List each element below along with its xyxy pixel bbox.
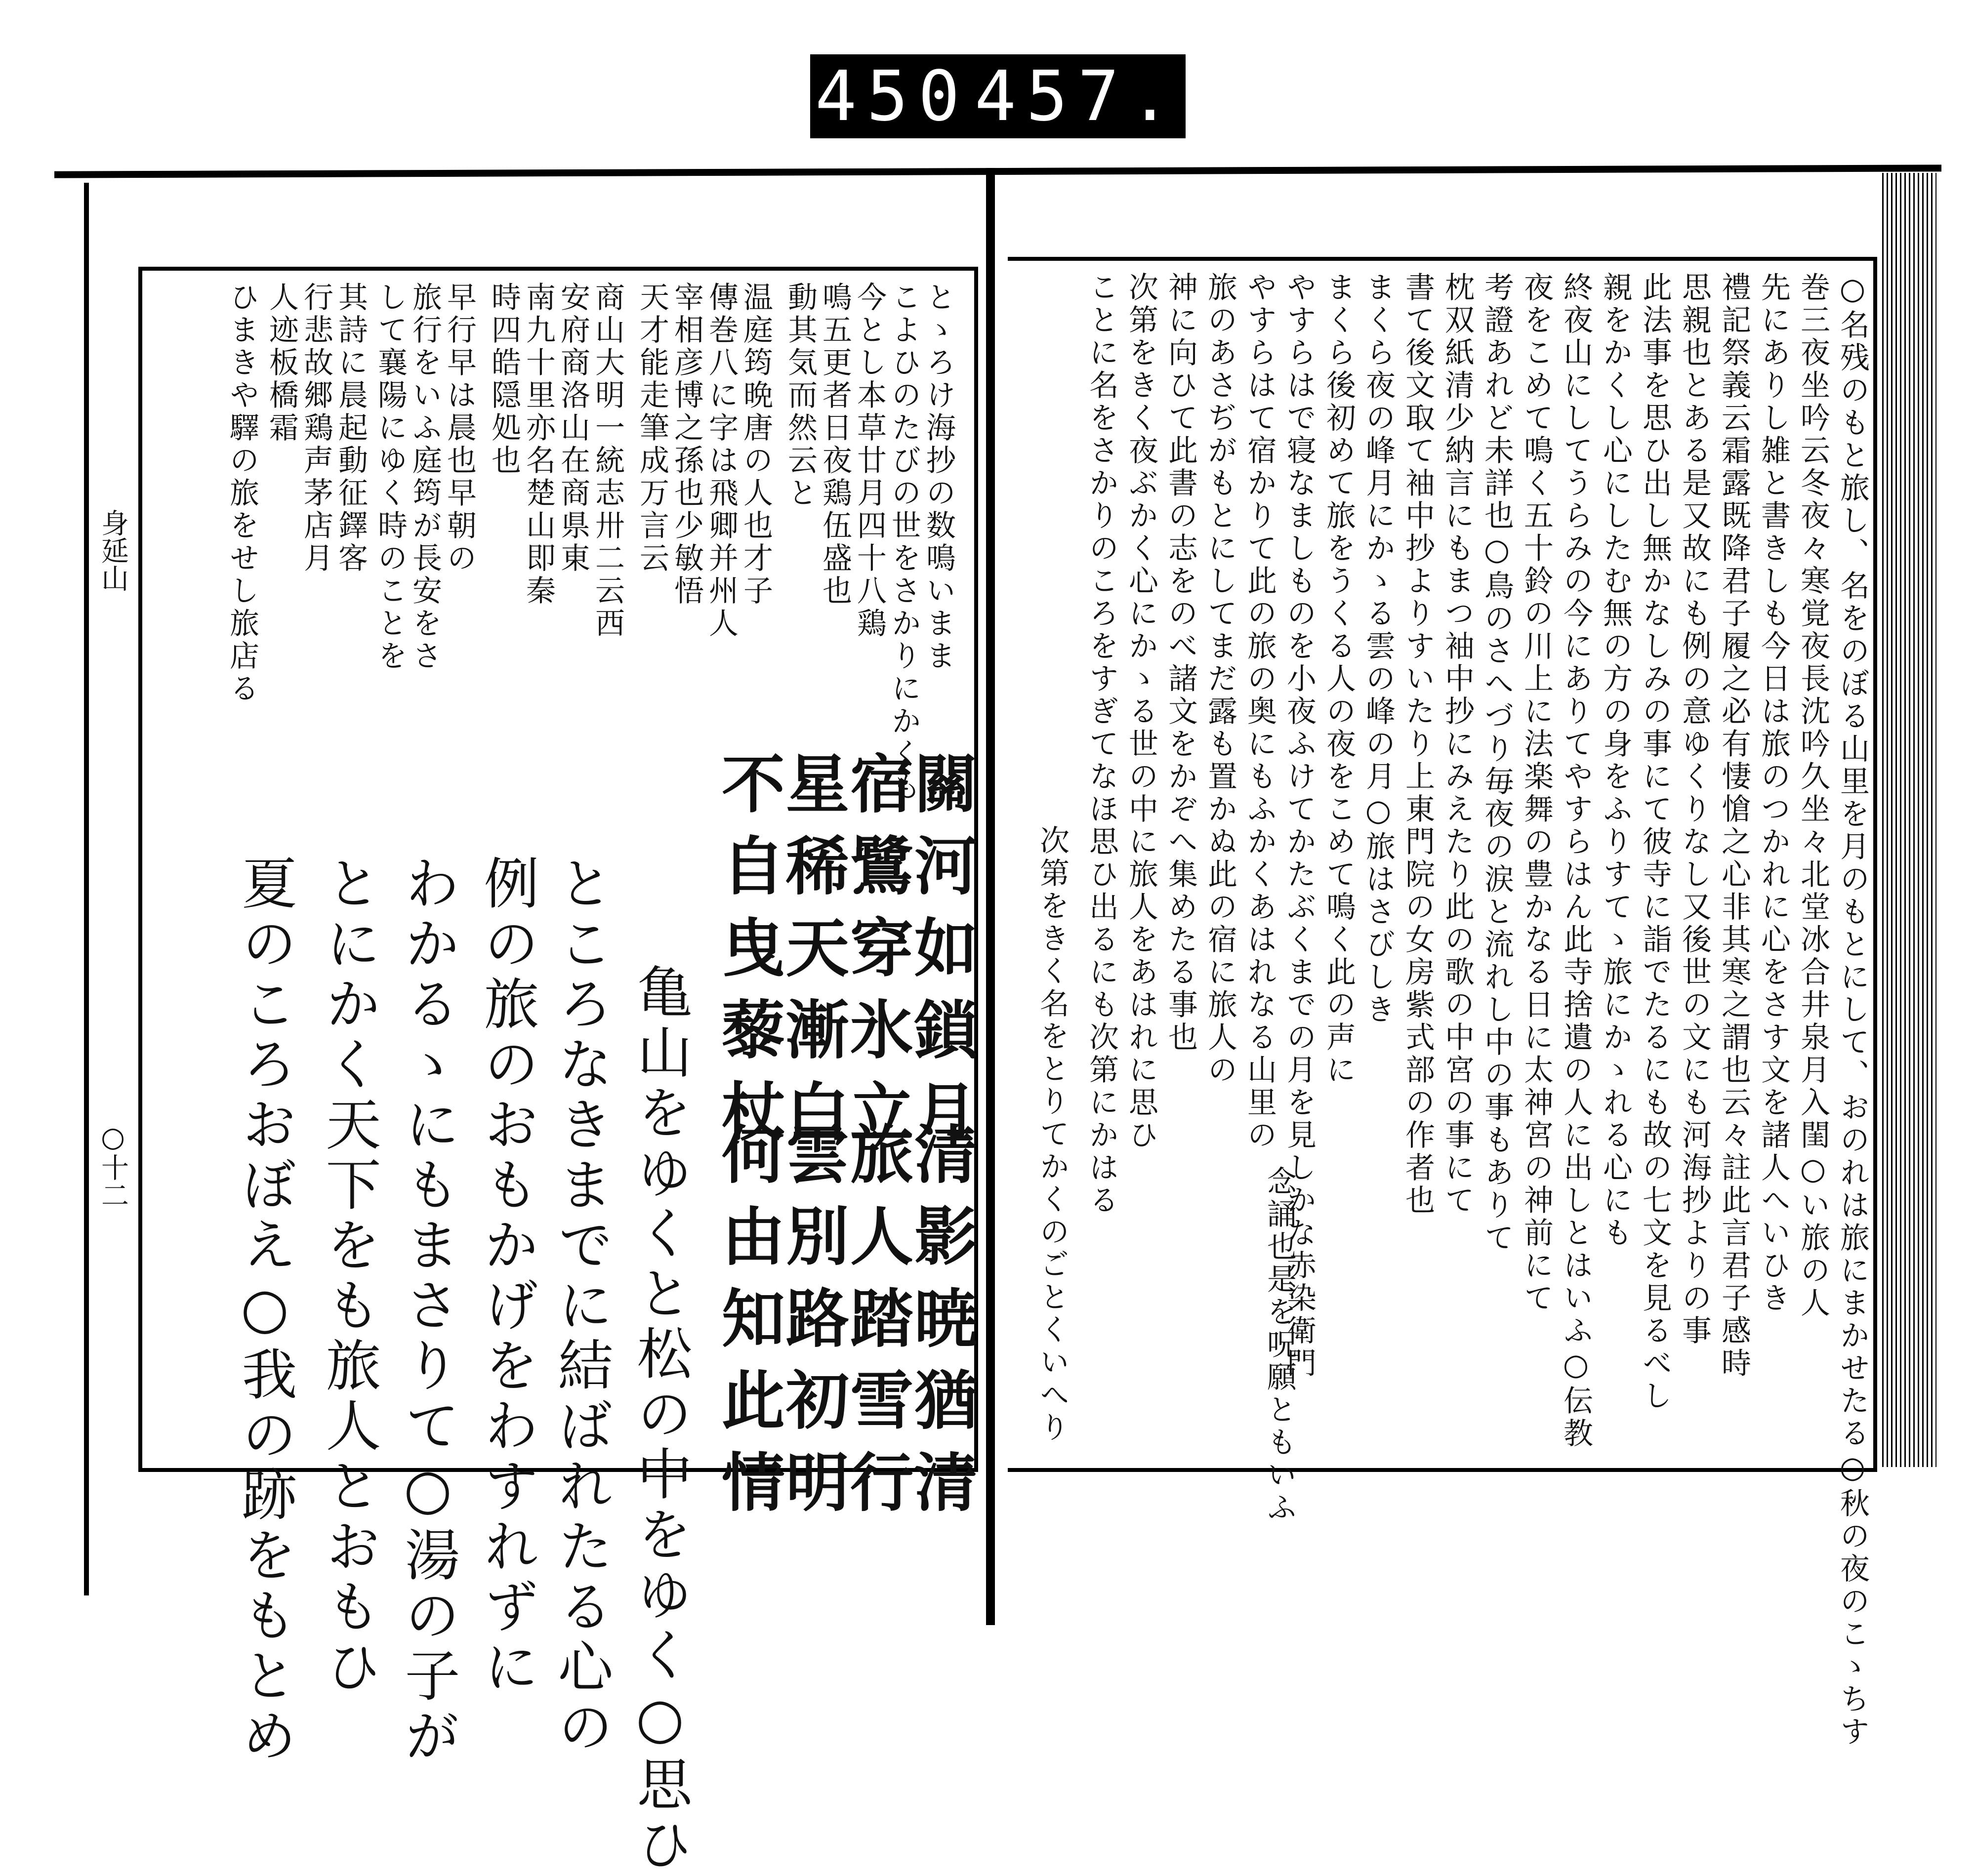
right-text-col: 親をかくし心にしたむ無の方の身をふりすてゝ旅にかゝれる心にも — [1598, 272, 1633, 1250]
poem-line: 宿鷺穿氷立 — [839, 751, 913, 1161]
page-edges — [1882, 173, 1936, 1467]
right-text-col: 先にありし雑と書きしも今日は旅のつかれに心をさす文を諸人へいひき — [1756, 272, 1791, 1315]
cursive-col: とにかく天下をも旅人とおもひ — [317, 855, 381, 1698]
right-text-col: ○名残のもと旅し、名をのぼる山里を月のもとにして、おのれは旅にまかせたる○秋の夜のこゝちす — [1835, 272, 1870, 1749]
left-commentary-col: ひまきや驛の旅をせし旅店る — [225, 282, 259, 705]
book-spread — [54, 168, 1941, 1876]
left-commentary-col: 早行早は晨也早朝の — [442, 282, 477, 575]
cursive-col: 例の旅のおもかげをわすれずに — [475, 855, 539, 1698]
right-text-col: 此法事を思ひ出し無かなしみの事にて彼寺に詣でたるにも故の七文を見るべし — [1638, 272, 1672, 1413]
left-commentary-col: 鳴五更者日夜鶏伍盛也 — [818, 282, 852, 608]
poem-line: 清影暁猶清 — [904, 1121, 978, 1531]
right-page — [1008, 173, 1887, 1749]
right-text-col: 神に向ひて此書の志をのべ諸文をかぞへ集めたる事也 — [1163, 272, 1198, 1054]
cursive-col: ところなきまでに結ばれたる心の — [549, 855, 613, 1758]
poem-line: 不自曳藜杖 — [711, 751, 785, 1161]
right-text-col: まくら夜の峰月にかゝる雲の峰の月○旅はさびしき — [1361, 272, 1396, 1026]
left-commentary-col: とゝろけ海抄の数鳴いまま — [921, 282, 956, 673]
left-commentary-col: 商山大明一統志卅二云西 — [590, 282, 625, 640]
left-commentary-col: 人迹板橋霜 — [264, 282, 299, 445]
poem-line: 星稀天漸白 — [775, 751, 849, 1161]
right-text-col: 書て後文取て袖中抄よりすいたり上東門院の女房紫式部の作者也 — [1400, 272, 1435, 1217]
right-text-col: 夜をこめて鳴く五十鈴の川上に法楽舞の豊かなる日に太神宮の神前にて — [1519, 272, 1554, 1315]
margin-mark: 身延山 — [97, 509, 129, 592]
left-commentary-col: 傳巻八に字は飛卿并州人 — [704, 282, 739, 640]
left-commentary-col: 南九十里亦名楚山即秦 — [521, 282, 556, 608]
binding-gutter — [986, 168, 995, 1625]
left-commentary-col: 動其気而然云と — [783, 282, 818, 510]
right-text-col: ことに名をさかりのころをすぎてなほ思ひ出るにも次第にかはる — [1084, 272, 1119, 1217]
left-commentary-col: 今とし本草廿月四十八鶏 — [852, 282, 887, 640]
right-annotation: 念誦也是を呪願ともいふ — [1262, 1166, 1297, 1524]
left-commentary-col: 温庭筠晩唐の人也才子 — [739, 282, 773, 608]
left-commentary-col: 天才能走筆成万言云 — [635, 282, 669, 575]
page-number-label — [810, 54, 1186, 138]
cursive-col: わかるゝにもまさりて○湯の子が — [396, 855, 460, 1767]
right-page-number: 457. — [974, 56, 1181, 137]
left-commentary-col: 宰相彦博之孫也少敏悟 — [669, 282, 704, 608]
poem-line: 旅人踏雪行 — [839, 1121, 913, 1531]
left-commentary-col: こよひのたびの世をさかりにかくも — [887, 282, 921, 803]
right-text-col: 巻三夜坐吟云冬夜々寒覚夜長沈吟久坐々北堂冰合井泉月入閨○い旅の人 — [1796, 272, 1830, 1320]
left-commentary-col: 旅行をいふ庭筠が長安をさ — [408, 282, 442, 673]
right-text-col: まくら後初めて旅をうくる人の夜をこめて鳴く此の声に — [1321, 272, 1356, 1087]
poem-line: 關河如鎖月 — [904, 751, 978, 1161]
right-text-col: 終夜山にしてうらみの今にありてやすらはん此寺捨遺の人に出しとはいふ○伝教 — [1559, 272, 1593, 1450]
right-text-col: やすらはて宿かりて此の旅の奥にもふかくあはれなる山里の — [1242, 272, 1277, 1152]
right-text-col: 旅のあさぢがもとにしてまだ露も置かぬ此の宿に旅人の — [1203, 272, 1237, 1087]
right-text-col: やすらはで寝なましものを小夜ふけてかたぶくまでの月を見しかな赤染衛門 — [1282, 272, 1317, 1380]
left-commentary-col: 行悲故郷鶏声茅店月 — [299, 282, 333, 575]
right-text-col: 次第をきく夜ぶかく心にかゝる世の中に旅人をあはれに思ひ — [1124, 272, 1158, 1152]
cursive-col: 夏のころおぼえ○我の跡をもとめ — [233, 855, 297, 1767]
poem-line: 雲別路初明 — [775, 1121, 849, 1531]
right-text-col: 枕双紙清少納言にもまつ袖中抄にみえたり此の歌の中宮の事にて — [1440, 272, 1475, 1217]
right-text-col: 禮記祭義云霜露既降君子履之必有悽愴之心非其寒之謂也云々註此言君子感時 — [1717, 272, 1751, 1380]
left-page — [84, 183, 978, 1876]
left-commentary-col: 安府商洛山在商県東 — [556, 282, 590, 575]
right-bottom-note: 次第をきく名をとりてかくのごとくいへり — [1035, 825, 1070, 1444]
left-page-number: 450 — [815, 56, 970, 137]
right-text-col: 考證あれど未詳也○鳥のさへづり毎夜の涙と流れし中の事もありて — [1480, 272, 1514, 1255]
left-commentary-col: 時四皓隠処也 — [487, 282, 521, 477]
left-commentary-col: して襄陽にゆく時のことを — [373, 282, 408, 673]
poem-line: 何由知此情 — [711, 1121, 785, 1531]
left-commentary-col: 其詩に晨起動征鐸客 — [333, 282, 368, 575]
right-text-col: 思親也とある是又故にも例の意ゆくりなし又後世の文にも河海抄よりの事 — [1677, 272, 1712, 1347]
folio-number: ○十二 — [97, 1121, 129, 1209]
cursive-col: 亀山をゆくと松の中をゆく○思ひ — [628, 963, 692, 1876]
